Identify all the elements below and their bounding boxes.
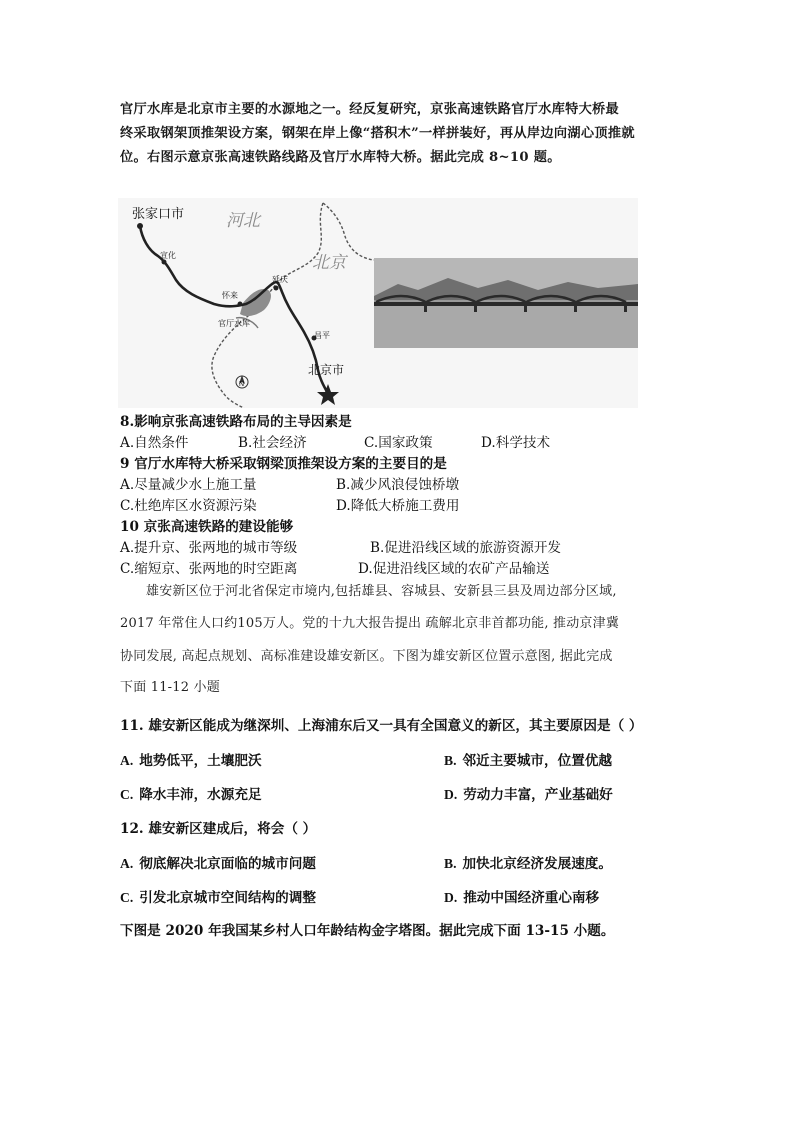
q11-option-a-text: 地势低平，土壤肥沃 <box>139 753 262 769</box>
zhangjiakou-dot <box>137 223 143 229</box>
xiongan-intro-line-3: 协同发展, 高起点规划、高标准建设雄安新区。下图为雄安新区位置示意图, 据此完成 <box>120 649 613 664</box>
question-10-stem: 10 京张高速铁路的建设能够 <box>120 519 294 535</box>
q11-option-c-letter: C. <box>120 787 134 802</box>
q8-option-b: B.社会经济 <box>238 435 307 451</box>
q10-option-d: D.促进沿线区域的农矿产品输送 <box>358 561 550 577</box>
q9-option-d: D.降低大桥施工费用 <box>336 498 460 514</box>
q9-option-b: B.减少风浪侵蚀桥墩 <box>336 477 460 493</box>
q11-option-b <box>444 749 612 769</box>
q12-option-d-text: 推动中国经济重心南移 <box>463 890 600 906</box>
bridge-deck <box>374 302 638 306</box>
label-beijing-region: 北京 <box>312 253 346 272</box>
xiongan-intro-line-4: 下面 11-12 小题 <box>120 680 220 695</box>
question-9-stem: 9 官厅水库特大桥采取钢梁顶推架设方案的主要目的是 <box>120 456 447 472</box>
label-north: N <box>239 381 245 388</box>
question-11-stem: 11. 雄安新区能成为继深圳、上海浦东后又一具有全国意义的新区，其主要原因是（ ） <box>120 718 643 734</box>
q9-option-c: C.杜绝库区水资源污染 <box>120 498 257 514</box>
bridge-pier <box>474 302 477 312</box>
label-huailai: 怀来 <box>222 291 238 300</box>
pyramid-intro: 下图是 2020 年我国某乡村人口年龄结构金字塔图。据此完成下面 13-15 小题。 <box>120 923 615 939</box>
q9-option-a: A.尽量减少水上施工量 <box>120 477 257 493</box>
q12-option-a <box>120 852 316 872</box>
q8-option-d: D.科学技术 <box>481 435 551 451</box>
xuanhua-dot <box>162 260 167 265</box>
q10-option-c: C.缩短京、张两地的时空距离 <box>120 561 298 577</box>
q11-option-d-text: 劳动力丰富，产业基础好 <box>463 787 613 803</box>
q12-option-a-letter: A. <box>120 856 134 871</box>
label-guanting: 官厅水库 <box>218 319 250 328</box>
label-beijing-city: 北京市 <box>308 363 345 377</box>
q11-option-c <box>120 783 262 803</box>
bridge-photo <box>374 258 638 348</box>
label-xuanhua: 宣化 <box>160 251 176 260</box>
question-8-stem: 8.影响京张高速铁路布局的主导因素是 <box>120 414 352 430</box>
q12-option-a-text: 彻底解决北京面临的城市问题 <box>139 856 316 872</box>
q11-option-d-letter: D. <box>444 787 458 802</box>
q12-option-c-text: 引发北京城市空间结构的调整 <box>139 890 316 906</box>
q12-option-c <box>120 886 316 906</box>
q8-option-c: C.国家政策 <box>364 435 433 451</box>
xiongan-intro-line-1: 雄安新区位于河北省保定市境内,包括雄县、容城县、安新县三县及周边部分区域, <box>146 584 617 599</box>
q12-option-b-text: 加快北京经济发展速度。 <box>462 856 612 872</box>
intro-paragraph-line-3: 位。右图示意京张高速铁路线路及官厅水库特大桥。据此完成 8~10 题。 <box>120 150 561 165</box>
label-hebei: 河北 <box>226 211 260 230</box>
q10-option-b: B.促进沿线区域的旅游资源开发 <box>370 540 562 556</box>
bridge-pier <box>574 302 577 312</box>
q10-option-a: A.提升京、张两地的城市等级 <box>120 540 298 556</box>
figure-map-and-bridge <box>118 198 638 408</box>
huailai-dot <box>238 302 243 307</box>
q8-option-a: A.自然条件 <box>120 435 189 451</box>
label-zhangjiakou: 张家口市 <box>132 206 185 221</box>
bridge-pier <box>524 302 527 312</box>
label-yanqing: 延庆 <box>272 275 288 284</box>
q12-option-b-letter: B. <box>444 856 457 871</box>
yanqing-dot <box>274 286 279 291</box>
q11-option-a-letter: A. <box>120 753 134 768</box>
photo-water <box>374 302 638 348</box>
intro-paragraph-line-1: 官厅水库是北京市主要的水源地之一。经反复研究，京张高速铁路官厅水库特大桥最 <box>120 102 620 117</box>
q11-option-d <box>444 783 613 803</box>
figure-svg <box>118 198 638 408</box>
label-changping: 昌平 <box>314 331 330 340</box>
q11-option-c-text: 降水丰沛，水源充足 <box>139 787 262 803</box>
q12-option-c-letter: C. <box>120 890 134 905</box>
intro-paragraph-line-2: 终采取钢架顶推架设方案，钢架在岸上像“搭积木”一样拼装好，再从岸边向湖心顶推就 <box>120 126 635 141</box>
q11-option-b-letter: B. <box>444 753 457 768</box>
question-12-stem: 12. 雄安新区建成后，将会（ ） <box>120 821 317 837</box>
q12-option-b <box>444 852 612 872</box>
q11-option-b-text: 邻近主要城市，位置优越 <box>462 753 612 769</box>
xiongan-intro-line-2: 2017 年常住人口约105万人。党的十九大报告提出 疏解北京非首都功能, 推动京津冀 <box>120 616 620 631</box>
q11-option-a <box>120 749 262 769</box>
bridge-pier <box>424 302 427 312</box>
q12-option-d <box>444 886 599 906</box>
q12-option-d-letter: D. <box>444 890 458 905</box>
bridge-pier <box>624 302 627 312</box>
